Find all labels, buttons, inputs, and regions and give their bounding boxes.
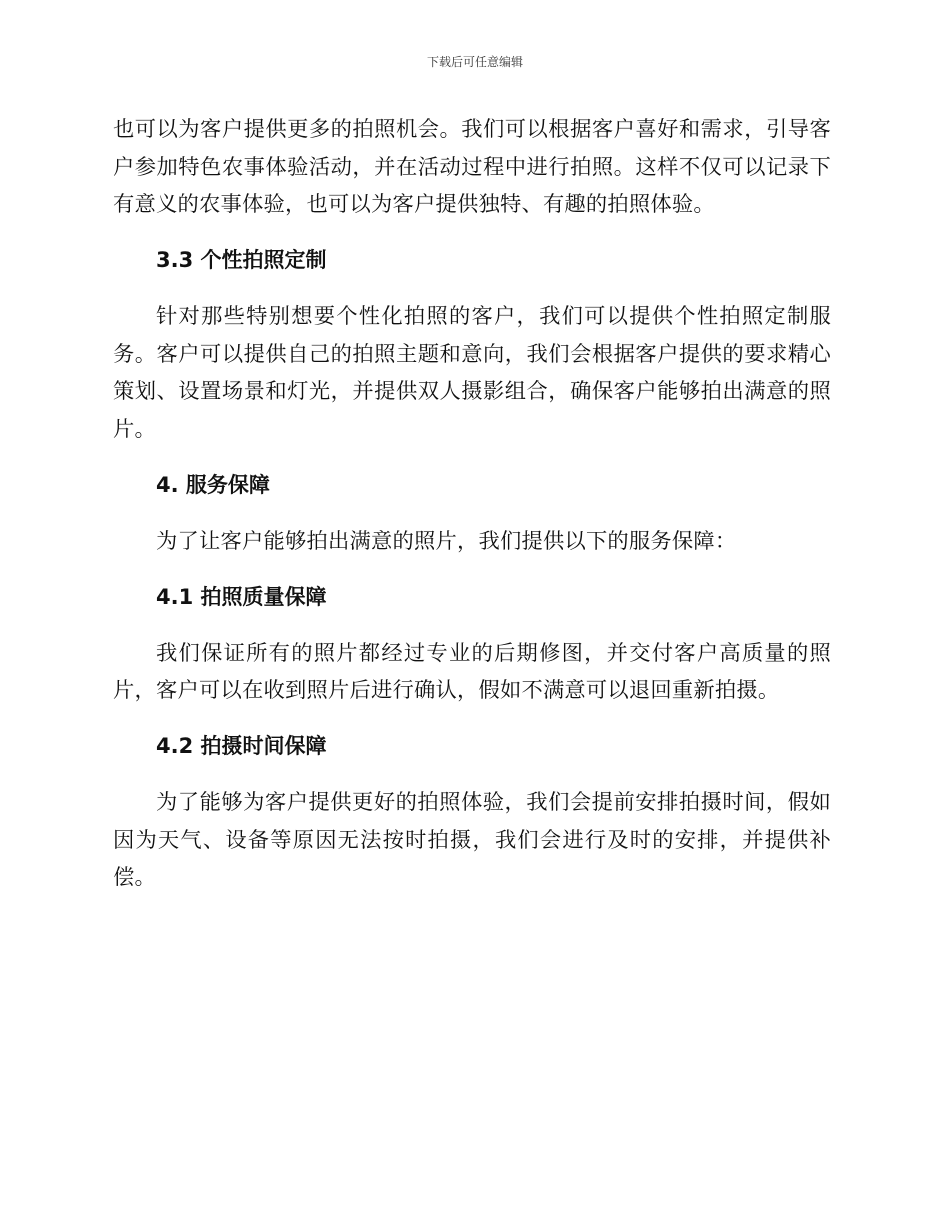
section-heading: 4. 服务保障 [156, 472, 270, 497]
spacer [113, 560, 831, 579]
spacer [113, 710, 831, 729]
section-heading: 3.3 个性拍照定制 [156, 248, 327, 272]
paragraph: 也可以为客户提供更多的拍照机会。我们可以根据客户喜好和需求，引导客户参加特色农事体验活动，并在活动过程中进行拍照。这样不仅可以记录下有意义的农事体验，也可以为客户提供独特、有趣的拍照体验。 [113, 117, 831, 217]
spacer [113, 280, 831, 299]
paragraph: 为了让客户能够拍出满意的照片，我们提供以下的服务保障： [156, 528, 737, 554]
spacer [113, 616, 831, 635]
paragraph: 我们保证所有的照片都经过专业的后期修图，并交付客户高质量的照片，客户可以在收到照片后进行确认，假如不满意可以退回重新拍摄。 [113, 640, 831, 703]
document-body [113, 111, 831, 897]
spacer [113, 504, 831, 523]
spacer [113, 766, 831, 785]
paragraph: 针对那些特别想要个性化拍照的客户，我们可以提供个性拍照定制服务。客户可以提供自己的拍照主题和意向，我们会根据客户提供的要求精心策划、设置场景和灯光，并提供双人摄影组合，确保客户能够拍出满意的照片。 [113, 304, 831, 442]
spacer [113, 224, 831, 243]
section-heading: 4.1 拍照质量保障 [156, 584, 327, 609]
paragraph: 为了能够为客户提供更好的拍照体验，我们会提前安排拍摄时间，假如因为天气、设备等原因无法按时拍摄，我们会进行及时的安排，并提供补偿。 [113, 790, 831, 890]
section-heading: 4.2 拍摄时间保障 [156, 734, 327, 758]
spacer [113, 448, 831, 467]
page-header: 下载后可任意编辑 [426, 55, 523, 69]
